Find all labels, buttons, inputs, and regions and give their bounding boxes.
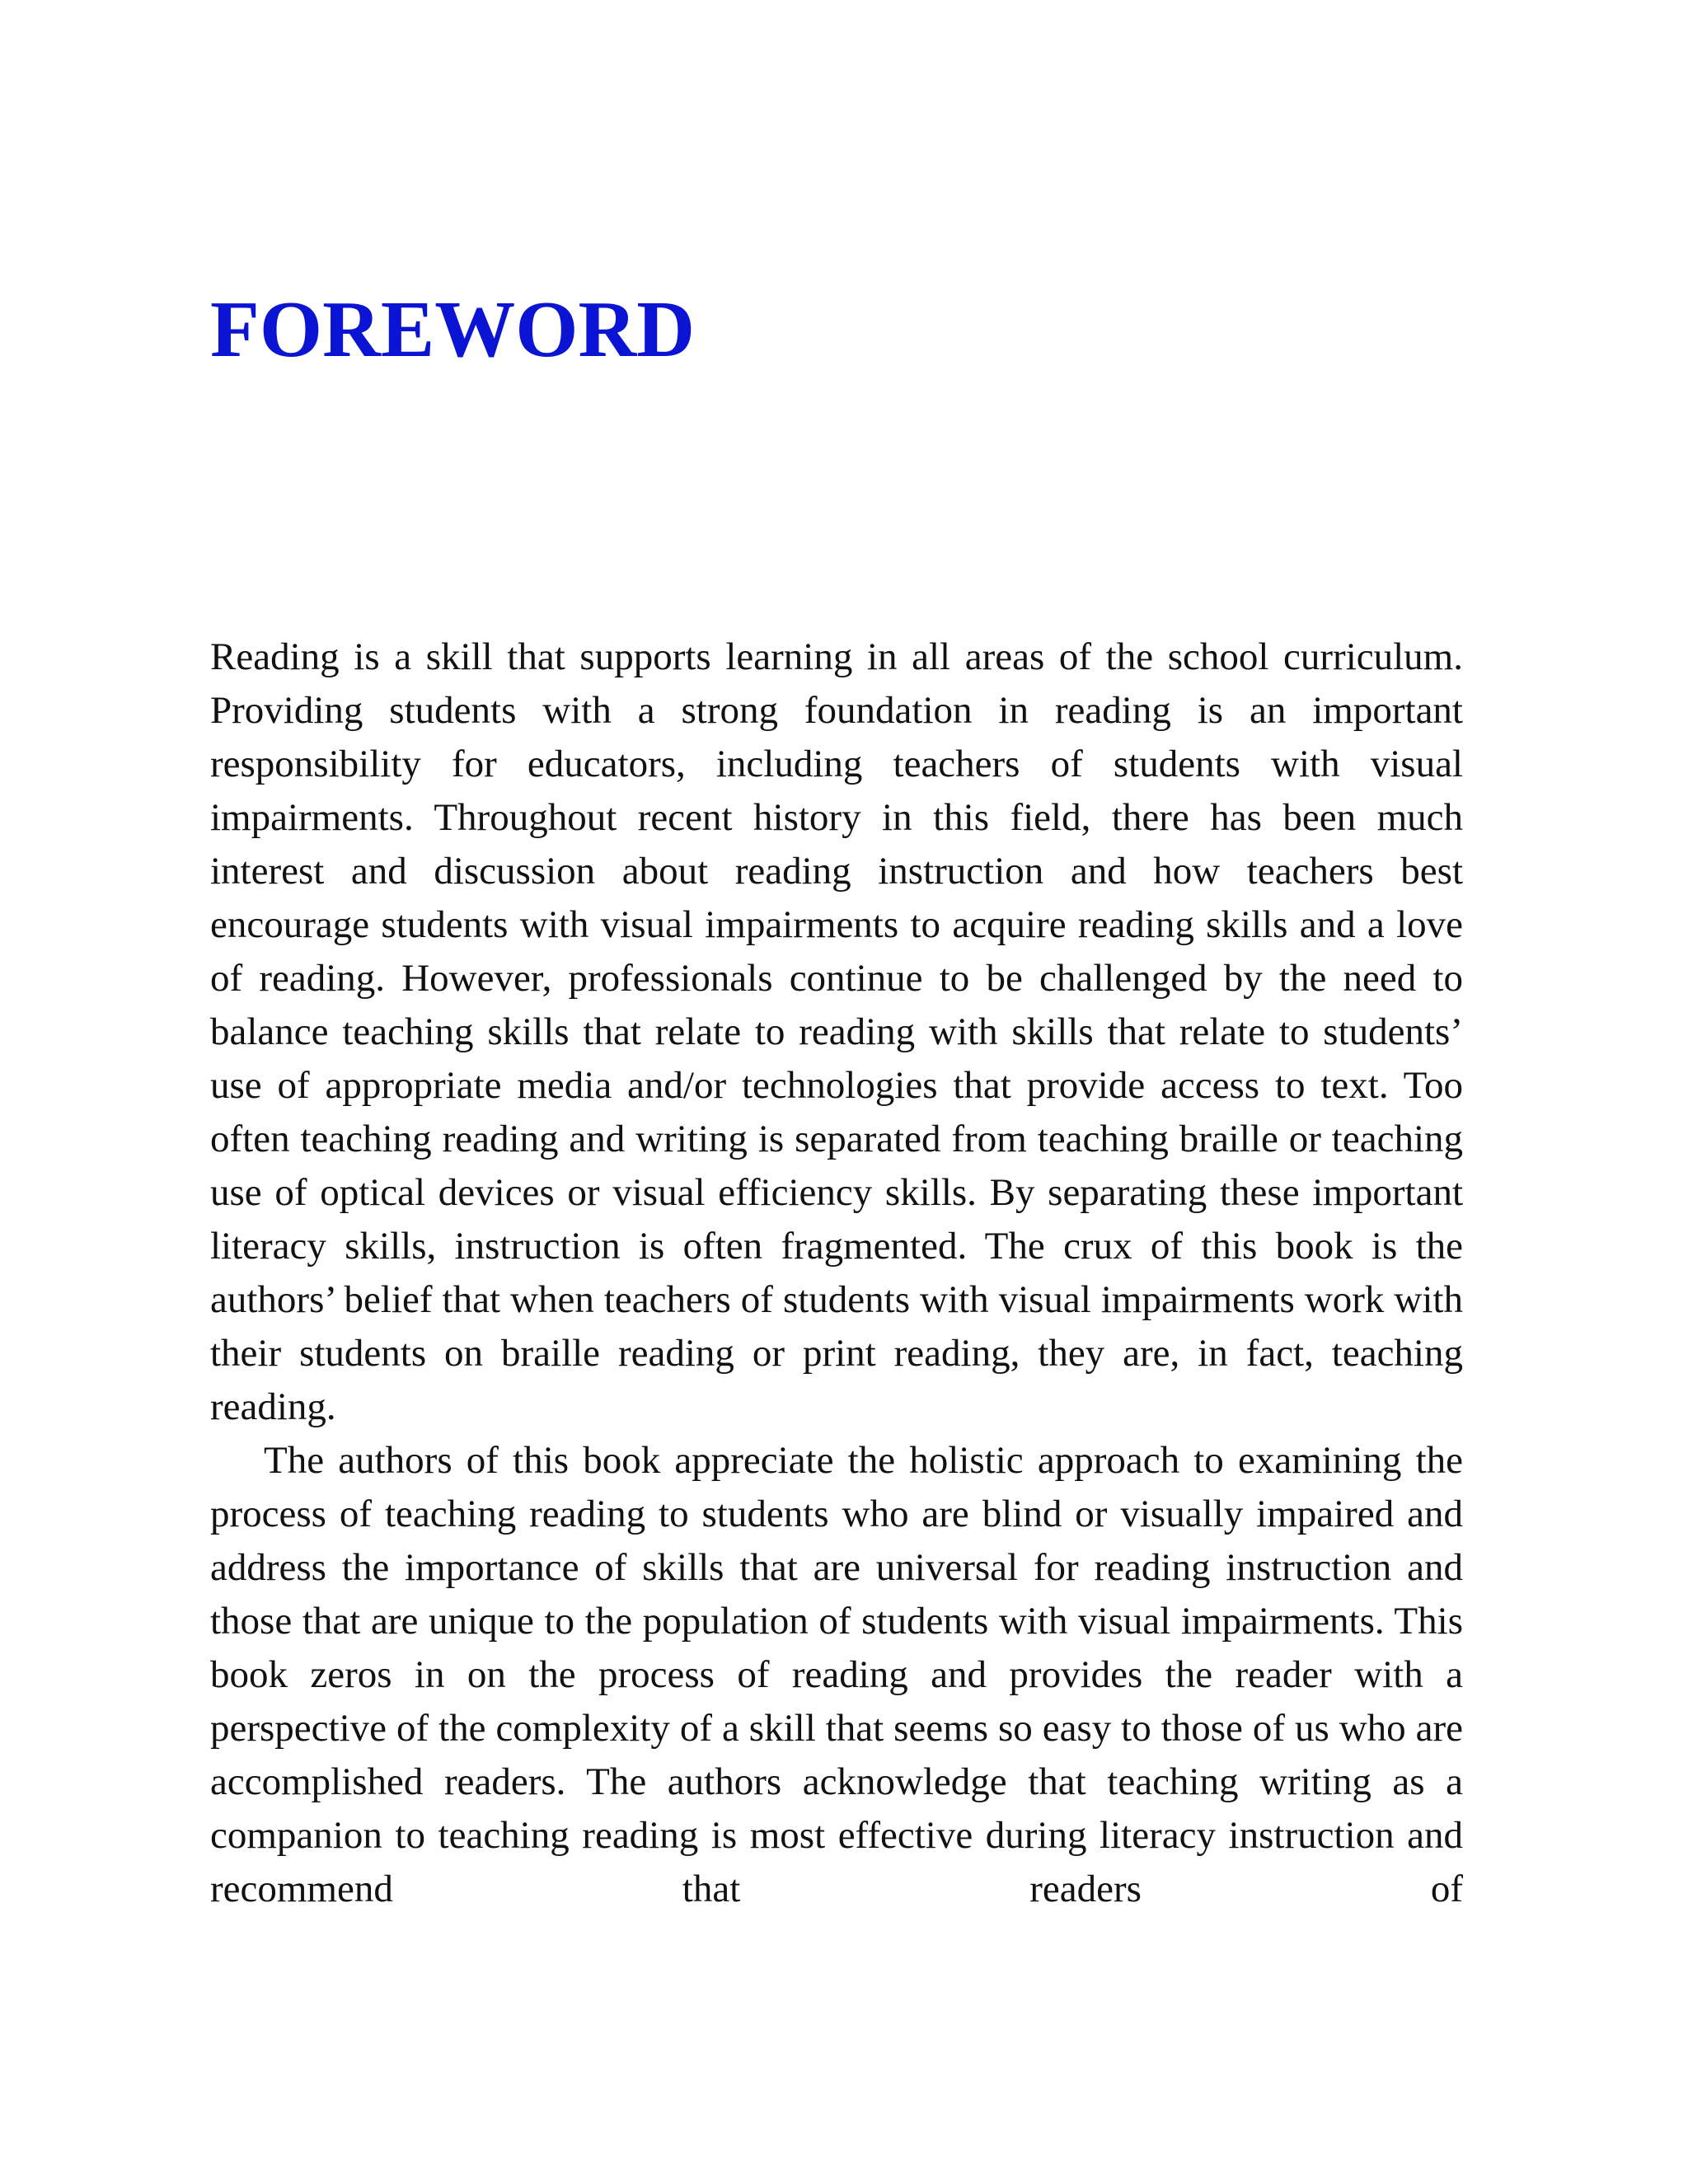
body-text xyxy=(210,630,1463,1916)
page-title: FOREWORD xyxy=(210,285,695,374)
paragraph-1: Reading is a skill that supports learning in all areas of the school curriculum. Providing students with a strong foundation in reading is an important responsibility for educators, including teachers of students with visual impairments. Throughout recent history in this field, there has been much interest and discussion about reading instruction and how teachers best encourage students with visual impairments to acquire reading skills and a love of reading. However, professionals continue to be challenged by the need to balance teaching skills that relate to reading with skills that relate to students’ use of appropriate media and/or technologies that provide access to text. Too often teaching reading and writing is separated from teaching braille or teaching use of optical devices or visual efficiency skills. By separating these important literacy skills, instruction is often fragmented. The crux of this book is the authors’ belief that when teachers of students with visual impairments work with their students on braille reading or print reading, they are, in fact, teaching reading. xyxy=(210,635,1463,1428)
paragraph-2: The authors of this book appreciate the holistic approach to examining the process of teaching reading to students who are blind or visually impaired and address the importance of skills that are universal for reading instruction and those that are unique to the population of students with visual impairments. This book zeros in on the process of reading and provides the reader with a perspective of the complexity of a skill that seems so easy to those of us who are accomplished readers. The authors acknowledge that teaching writing as a companion to teaching reading is most effective during literacy instruction and recommend that readers of xyxy=(210,1439,1463,1910)
